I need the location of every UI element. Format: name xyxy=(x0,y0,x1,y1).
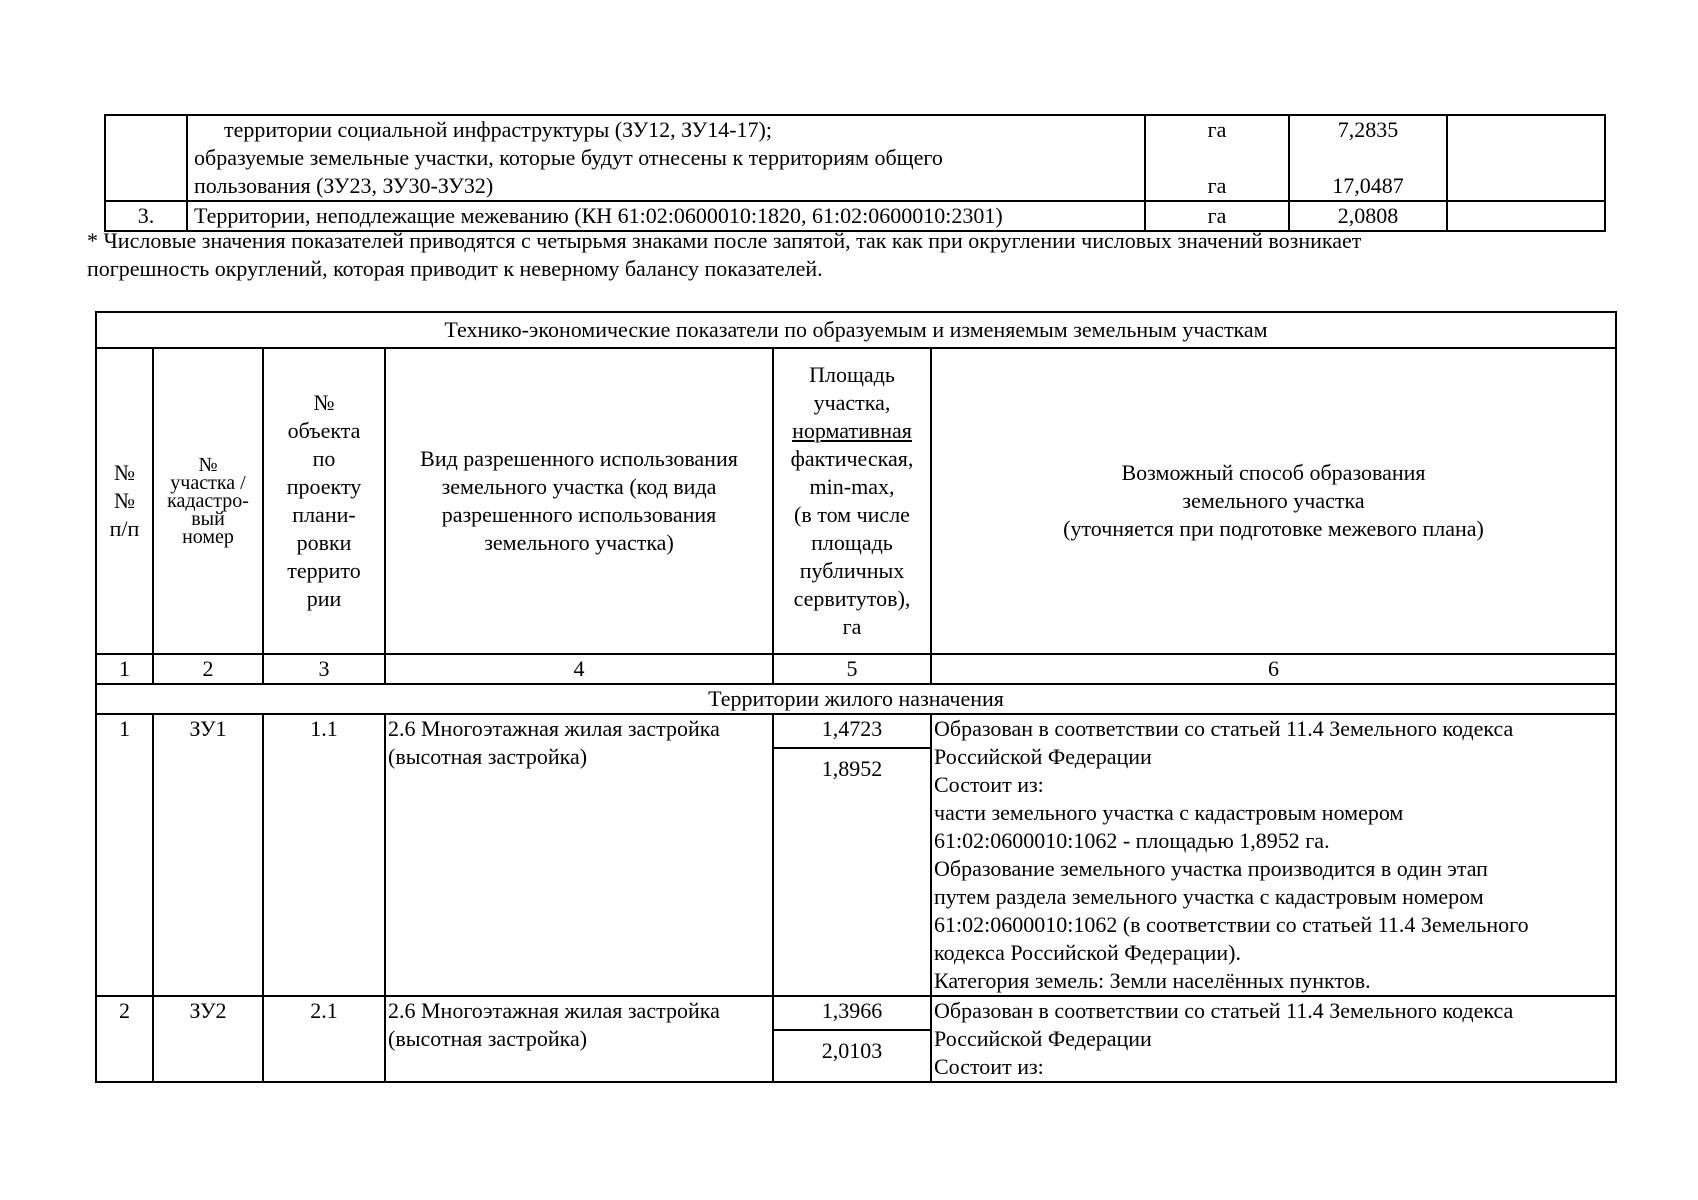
column-number: 5 xyxy=(773,654,931,684)
header-col-parcel-number xyxy=(153,348,263,654)
summary-unit: га xyxy=(1207,173,1227,198)
method-line: части земельного участка с кадастровым номером xyxy=(934,800,1404,825)
permitted-use xyxy=(385,996,773,1082)
summary-row-text xyxy=(187,115,1145,201)
permitted-use-line: 2.6 Многоэтажная жилая застройка xyxy=(388,998,720,1023)
header-text: Вид разрешенного использования xyxy=(420,446,738,471)
header-text: № xyxy=(114,488,135,513)
column-number: 6 xyxy=(931,654,1616,684)
summary-row-unit: га xyxy=(1145,201,1289,231)
summary-text-line: образуемые земельные участки, которые будут отнесены к территориям общего xyxy=(194,145,943,170)
summary-value: 17,0487 xyxy=(1332,173,1404,198)
header-col-permitted-use xyxy=(385,348,773,654)
permitted-use-line: (высотная застройка) xyxy=(388,1026,588,1051)
header-text: вый xyxy=(191,508,225,530)
summary-row-unit xyxy=(1145,115,1289,201)
method-line: Российской Федерации xyxy=(934,744,1152,769)
header-text: га xyxy=(842,614,862,639)
header-col-area xyxy=(773,348,931,654)
header-text: земельного участка) xyxy=(484,530,674,555)
area-cell xyxy=(773,996,931,1082)
header-text: Площадь xyxy=(809,362,895,387)
summary-row xyxy=(105,115,1605,201)
header-text: проекту xyxy=(286,474,362,499)
column-number: 3 xyxy=(263,654,385,684)
header-col-object-number xyxy=(263,348,385,654)
method-line: Образование земельного участка производится в один этап xyxy=(934,856,1488,881)
header-text: Возможный способ образования xyxy=(1121,460,1426,485)
method-line: Образован в соответствии со статьей 11.4 Земельного кодекса xyxy=(934,998,1514,1023)
tep-header-row xyxy=(96,348,1616,654)
section-row xyxy=(96,684,1616,714)
column-number: 1 xyxy=(96,654,153,684)
header-text: земельного участка (код вида xyxy=(441,474,717,499)
header-text: сервитутов), xyxy=(793,586,911,611)
method-line: кодекса Российской Федерации). xyxy=(934,940,1241,965)
column-number-row xyxy=(96,654,1616,684)
parcel-number: ЗУ1 xyxy=(153,714,263,996)
summary-unit: га xyxy=(1207,117,1227,142)
area-actual: 2,0103 xyxy=(821,1038,883,1063)
method-line: Состоит из: xyxy=(934,1054,1044,1079)
header-text: № xyxy=(114,460,135,485)
method-line: 61:02:0600010:1062 - площадью 1,8952 га. xyxy=(934,828,1330,853)
area-normative: 1,4723 xyxy=(773,715,931,749)
permitted-use xyxy=(385,714,773,996)
object-number: 1.1 xyxy=(263,714,385,996)
summary-row-number: 3. xyxy=(105,201,187,231)
tep-title: Технико-экономические показатели по образуемым и изменяемым земельным участкам xyxy=(96,312,1616,348)
footnote-line: * Числовые значения показателей приводятся с четырьмя знаками после запятой, так как при округлении числовых значений возникает xyxy=(87,228,1362,253)
summary-value: 7,2835 xyxy=(1337,117,1399,142)
header-text: № xyxy=(198,454,218,476)
header-text: земельного участка xyxy=(1182,488,1365,513)
header-text: плани- xyxy=(292,502,356,527)
summary-text-line: пользования (ЗУ23, ЗУ30-ЗУ32) xyxy=(194,173,494,198)
header-text: фактическая, xyxy=(790,446,914,471)
header-text: объекта xyxy=(287,418,361,443)
method-line: Категория земель: Земли населённых пунктов. xyxy=(934,968,1371,993)
permitted-use-line: 2.6 Многоэтажная жилая застройка xyxy=(388,716,720,741)
header-text: участка, xyxy=(813,390,891,415)
summary-row-text: Территории, неподлежащие межеванию (КН 61:02:0600010:1820, 61:02:0600010:2301) xyxy=(187,201,1145,231)
footnote-line: погрешность округлений, которая приводит к неверному балансу показателей. xyxy=(87,256,823,281)
area-actual: 1,8952 xyxy=(821,756,883,781)
tep-table xyxy=(95,311,1617,1083)
header-text: разрешенного использования xyxy=(441,502,717,527)
object-number: 2.1 xyxy=(263,996,385,1082)
summary-row-number xyxy=(105,115,187,201)
header-col-row-number xyxy=(96,348,153,654)
method-line: Состоит из: xyxy=(934,772,1044,797)
header-text: номер xyxy=(182,526,234,548)
row-number: 1 xyxy=(96,714,153,996)
header-text: п/п xyxy=(109,516,140,541)
column-number: 2 xyxy=(153,654,263,684)
header-text: участка / xyxy=(170,472,246,494)
tep-title-row xyxy=(96,312,1616,348)
method-line: Российской Федерации xyxy=(934,1026,1152,1051)
summary-row-value: 2,0808 xyxy=(1289,201,1447,231)
header-text: ровки xyxy=(296,530,352,555)
formation-method xyxy=(931,714,1616,996)
header-col-formation-method xyxy=(931,348,1616,654)
header-text: публичных xyxy=(799,558,905,583)
section-title: Территории жилого назначения xyxy=(96,684,1616,714)
formation-method xyxy=(931,996,1616,1082)
parcel-number: ЗУ2 xyxy=(153,996,263,1082)
area-normative: 1,3966 xyxy=(773,997,931,1031)
header-text: (уточняется при подготовке межевого плана) xyxy=(1063,516,1484,541)
permitted-use-line: (высотная застройка) xyxy=(388,744,588,769)
header-text: (в том числе xyxy=(794,502,910,527)
row-number: 2 xyxy=(96,996,153,1082)
header-text: min-max, xyxy=(809,474,895,499)
method-line: 61:02:0600010:1062 (в соответствии со статьей 11.4 Земельного xyxy=(934,912,1529,937)
summary-table xyxy=(104,114,1606,232)
table-row xyxy=(96,714,1616,996)
method-line: Образован в соответствии со статьей 11.4 Земельного кодекса xyxy=(934,716,1514,741)
method-line: путем раздела земельного участка с кадастровым номером xyxy=(934,884,1484,909)
header-text: нормативная xyxy=(792,418,912,443)
summary-row-value xyxy=(1289,115,1447,201)
footnote xyxy=(87,227,1607,283)
header-text: по xyxy=(312,446,336,471)
header-text: № xyxy=(313,390,335,415)
header-text: кадастро- xyxy=(167,490,249,512)
area-cell xyxy=(773,714,931,996)
summary-text-line: территории социальной инфраструктуры (ЗУ12, ЗУ14-17); xyxy=(224,117,772,142)
summary-row-extra xyxy=(1447,115,1605,201)
header-text: террито xyxy=(287,558,361,583)
table-row xyxy=(96,996,1616,1082)
column-number: 4 xyxy=(385,654,773,684)
header-text: рии xyxy=(306,586,342,611)
header-text: площадь xyxy=(811,530,893,555)
